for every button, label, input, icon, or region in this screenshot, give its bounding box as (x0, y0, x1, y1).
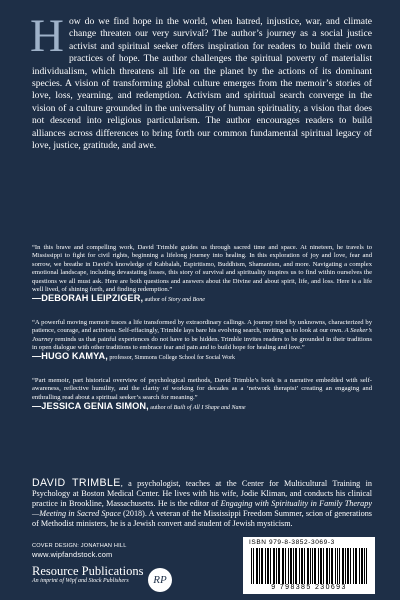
barcode-icon (251, 548, 367, 584)
barcode-bar (285, 548, 286, 584)
endorser-name: —DEBORAH LEIPZIGER, (32, 293, 144, 304)
endorser-book-title: Story and Bone (167, 297, 205, 304)
barcode-bar (283, 548, 284, 584)
bio-text: (2018). A veteran of the Mississippi Freedom Summer, scion of generations of Methodist ministers, he is a Jewish convert and student of Jewish mysticism. (32, 509, 372, 528)
drop-cap: H (30, 10, 64, 62)
barcode-bar (295, 548, 296, 584)
barcode-bar (261, 548, 262, 584)
endorsement-quote-2 (32, 319, 372, 353)
barcode-bar (327, 548, 328, 584)
isbn-barcode (243, 537, 375, 594)
barcode-bar (355, 548, 356, 584)
publisher-name: Resource Publications (32, 564, 144, 578)
barcode-bar (290, 548, 291, 584)
barcode-bar (366, 548, 367, 584)
barcode-bar (350, 548, 351, 584)
barcode-bar (304, 548, 305, 584)
barcode-bar (347, 548, 348, 584)
barcode-bar (278, 548, 279, 584)
barcode-bar (314, 548, 315, 584)
publisher-url: www.wipfandstock.com (32, 550, 113, 559)
barcode-bar (326, 548, 327, 584)
endorsements (32, 244, 372, 427)
bio-book-title: Engaging with Spirituality in Family Therapy—Meeting in Sacred Space (32, 499, 373, 518)
endorser-note: professor, Simmons College School for Social Work (107, 355, 236, 362)
bio-text: , a psychologist, teaches at the Center for Multicultural Training in Psychology at Boston Medical Center. He lives with his wife, Jodie Kliman, and conducts his clinical practice in Brookline, Massachusetts. He is the editor of (32, 479, 372, 508)
barcode-bar (321, 548, 322, 584)
endorsement-author-3 (32, 402, 372, 412)
barcode-bar (274, 548, 275, 584)
barcode-bar (320, 548, 321, 584)
publisher-imprint: An imprint of Wipf and Stock Publishers (32, 578, 129, 584)
barcode-bar (302, 548, 303, 584)
endorser-note (143, 297, 205, 303)
endorser-name: —HUGO KAMYA, (32, 351, 108, 362)
barcode-bar (335, 548, 336, 584)
book-description (30, 10, 372, 152)
barcode-number: 9 798385 230693 (271, 584, 347, 591)
barcode-bar (257, 548, 258, 584)
publisher-logo-icon: RP (148, 568, 172, 592)
barcode-bar (353, 548, 354, 584)
publisher-info (32, 543, 232, 584)
barcode-bar (329, 548, 330, 584)
barcode-bar (331, 548, 332, 584)
endorser-note-prefix: author of (148, 405, 174, 412)
barcode-bar (345, 548, 346, 584)
endorser-name: —JESSICA GENIA SIMON, (32, 401, 149, 412)
barcode-bar (362, 548, 363, 584)
barcode-bar (308, 548, 309, 584)
barcode-bar (332, 548, 333, 584)
barcode-bar (356, 548, 357, 584)
barcode-bar (339, 548, 340, 584)
endorsement-author-1 (32, 294, 372, 304)
endorser-note (149, 405, 246, 411)
barcode-bar (318, 548, 319, 584)
barcode-bar (282, 548, 283, 584)
barcode-bar (307, 548, 308, 584)
barcode-bar (253, 548, 254, 584)
barcode-bar (343, 548, 344, 584)
endorsement-author-2 (32, 352, 372, 362)
description-text: ow do we find hope in the world, when hatred, injustice, war, and climate change threaten our very survival? The author’s journey as a social justice activist and spiritual seeker offers inspiration for readers to build their own practices of hope. The author challenges the spiritual poverty of materialist individualism, which threatens all life on the planet by the actions of its dominant species. A vision of transforming global culture emerges from the memoir’s stories of love, loss, yearning, and redemption. Activism and spiritual search converge in the vision of a culture grounded in the universality of human spirituality, a vision that does not descend into religious particularism. The author encourages readers to build alliances across differences to bring forth our common fundamental spiritual legacy of love, justice, gratitude, and awe. (32, 16, 372, 152)
barcode-bar (301, 548, 302, 584)
endorsement-quote-1: “In this brave and compelling work, David Trimble guides us through sacred time and space. At nineteen, he travels to Mississippi to fight for civil rights, beginning a lifelong journey into healing. In this exploration of joy and love, fear and sorrow, we breathe in David’s knowledge of Kabbalah, Espiritismo, Buddhism, Shamanism, and more. Navigating a complex emotional landscape, including devastating losses, this story of survival and spirituality inspires us to find within ourselves the questions we all must ask. Here are both questions and answers about the Divine and about spirit, life, and loss. Here is a life well lived, of shining forth, and finding redemption.” (32, 244, 372, 294)
barcode-bar (348, 548, 349, 584)
barcode-bar (273, 548, 274, 584)
barcode-bar (288, 548, 289, 584)
endorser-book-title: Built of All I Shape and Name (173, 405, 246, 412)
barcode-bar (359, 548, 360, 584)
quote-book-title: A Seeker’s Journey (32, 327, 372, 343)
endorser-note-prefix: author of (143, 297, 168, 304)
barcode-bar (342, 548, 343, 584)
barcode-bar (279, 548, 280, 584)
author-bio (32, 478, 372, 529)
barcode-bar (256, 548, 257, 584)
endorsement-quote-3: “Part memoir, part historical overview of psychological methods, David Trimble’s book is a narrative embedded with self-awareness, reflective humility, and the clarity of working for decades as a ‘network therapist’ creating an engaging and enthralling read about a spiritual seeker’s search for meaning.” (32, 376, 372, 401)
barcode-bar (265, 548, 266, 584)
isbn-label: ISBN 979-8-3852-3069-3 (249, 539, 335, 546)
barcode-bar (364, 548, 365, 584)
barcode-bar (312, 548, 313, 584)
barcode-bar (251, 548, 252, 584)
barcode-bar (262, 548, 263, 584)
barcode-bar (296, 548, 297, 584)
cover-design-credit: COVER DESIGN: JONATHAN HILL (32, 543, 127, 549)
barcode-bar (361, 548, 362, 584)
barcode-bar (267, 548, 268, 584)
barcode-bar (268, 548, 269, 584)
quote-text: “A powerful moving memoir traces a life transformed by extraordinary callings. A journey tried by unknowns, characterized by patience, courage, and activism. Self-effacingly, Trimble lays bare his evolving search, inviting us to look at our own. (32, 318, 372, 335)
barcode-bar (337, 548, 338, 584)
barcode-bar (299, 548, 300, 584)
barcode-bar (270, 548, 271, 584)
author-name: DAVID TRIMBLE (32, 477, 121, 489)
barcode-bar (276, 548, 277, 584)
barcode-bar (323, 548, 324, 584)
barcode-bar (291, 548, 292, 584)
barcode-bar (293, 548, 294, 584)
barcode-bar (315, 548, 316, 584)
barcode-bar (259, 548, 260, 584)
barcode-bar (310, 548, 311, 584)
quote-text: reminds us that painful experiences do not have to be hidden. Trimble invites readers to be grounded in their traditions in open dialogue with other traditions to embrace fear and pain and to build hope for healing and love.” (32, 335, 372, 352)
